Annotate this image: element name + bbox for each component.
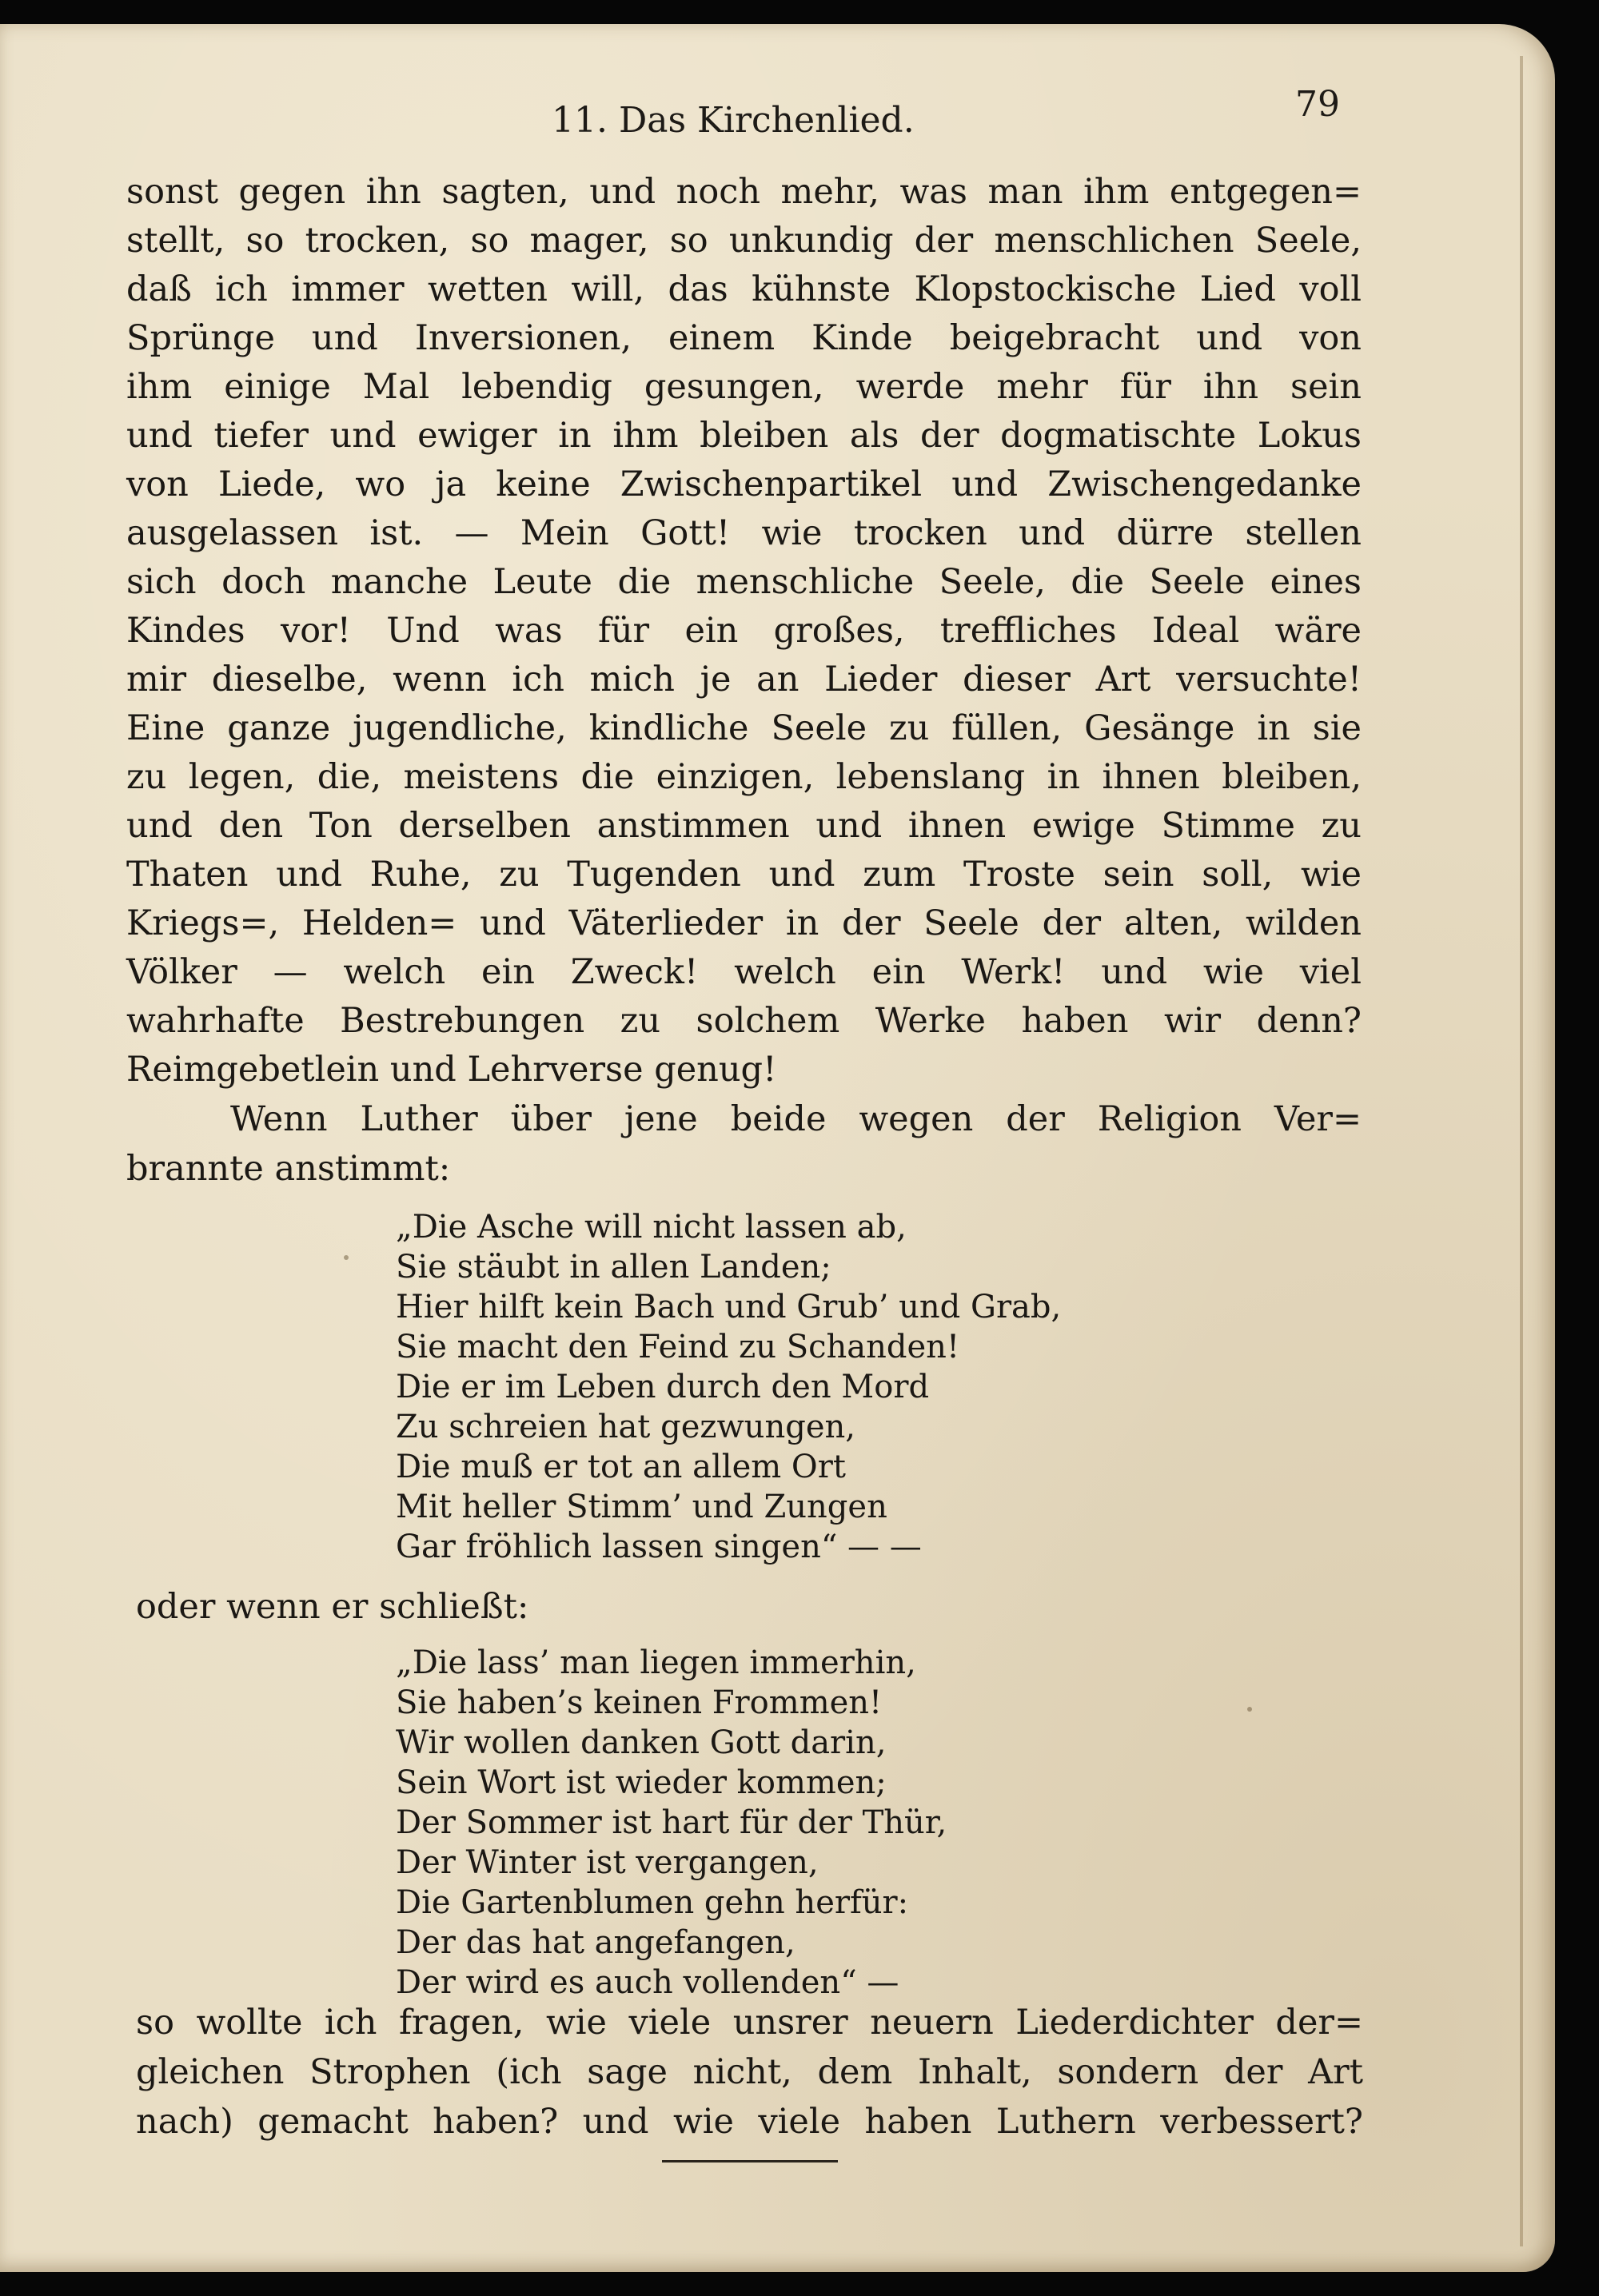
verse-1 (396, 1207, 1195, 1575)
verse-line: Sie haben’s keinen Frommen! (396, 1684, 883, 1721)
text-line: stellt, so trocken, so mager, so unkundig der menschlichen Seele, (126, 221, 1362, 261)
text-line: sonst gegen ihn sagten, und noch mehr, was man ihm entgegen= (126, 172, 1362, 212)
end-rule (662, 2160, 838, 2162)
paragraph-2 (126, 1095, 1362, 1195)
verse-line: Die Gartenblumen gehn herfür: (396, 1884, 909, 1921)
text-line: sich doch manche Leute die menschliche Seele, die Seele eines (126, 562, 1362, 602)
verse-line: Sie stäubt in allen Landen; (396, 1249, 831, 1286)
verse-line: Die er im Leben durch den Mord (396, 1369, 930, 1405)
text-line: Eine ganze jugendliche, kindliche Seele zu füllen, Gesänge in sie (126, 708, 1362, 748)
verse-line: Wir wollen danken Gott darin, (396, 1724, 887, 1761)
closing-paragraph (136, 1999, 1363, 2151)
verse-line: Der Sommer ist hart für der Thür, (396, 1804, 947, 1841)
text-line: Reimgebetlein und Lehrverse genug! (126, 1050, 777, 1090)
verse-line: Hier hilft kein Bach und Grub’ und Grab, (396, 1289, 1062, 1325)
text-line: oder wenn er schließt: (136, 1587, 529, 1627)
verse-line: Sein Wort ist wieder kommen; (396, 1764, 887, 1801)
text-line: Sprünge und Inversionen, einem Kinde beigebracht und von (126, 318, 1362, 358)
text-line: daß ich immer wetten will, das kühnste Klopstockische Lied voll (126, 269, 1362, 309)
text-line: so wollte ich fragen, wie viele unsrer neuern Liederdichter der= (136, 2003, 1363, 2043)
text-line: zu legen, die, meistens die einzigen, lebenslang in ihnen bleiben, (126, 757, 1362, 797)
text-line: Kindes vor! Und was für ein großes, treffliches Ideal wäre (126, 611, 1362, 651)
text-line: wahrhafte Bestrebungen zu solchem Werke haben wir denn? (126, 1001, 1362, 1041)
text-line: gleichen Strophen (ich sage nicht, dem Inhalt, sondern der Art (136, 2052, 1363, 2092)
text-line: und tiefer und ewiger in ihm bleiben als der dogmatischte Lokus (126, 416, 1362, 456)
verse-line: Mit heller Stimm’ und Zungen (396, 1489, 887, 1525)
book-page (0, 24, 1555, 2272)
transition-line (136, 1583, 776, 1631)
running-head: 11. Das Kirchenlied. (552, 100, 915, 141)
text-line: mir dieselbe, wenn ich mich je an Lieder dieser Art versuchte! (126, 660, 1362, 700)
text-line: Völker — welch ein Zweck! welch ein Werk! und wie viel (126, 952, 1362, 992)
paper-speck (344, 1255, 349, 1260)
text-line: ausgelassen ist. — Mein Gott! wie trocken und dürre stellen (126, 513, 1362, 553)
text-line: von Liede, wo ja keine Zwischenpartikel und Zwischengedanke (126, 464, 1362, 504)
text-line: Wenn Luther über jene beide wegen der Religion Ver= (230, 1099, 1362, 1139)
paper-speck (1247, 1707, 1252, 1712)
verse-line: Der das hat angefangen, (396, 1924, 796, 1961)
page-number: 79 (1295, 84, 1340, 125)
verse-line: Der wird es auch vollenden“ — (396, 1964, 899, 2001)
text-line: ihm einige Mal lebendig gesungen, werde mehr für ihn sein (126, 367, 1362, 407)
verse-line: Die muß er tot an allem Ort (396, 1449, 846, 1485)
text-line: Thaten und Ruhe, zu Tugenden und zum Troste sein soll, wie (126, 855, 1362, 895)
verse-line: Sie macht den Feind zu Schanden! (396, 1329, 960, 1365)
verse-line: „Die lass’ man liegen immerhin, (396, 1644, 916, 1681)
verse-2 (396, 1643, 1195, 2011)
text-line: nach) gemacht haben? und wie viele haben Luthern verbessert? (136, 2102, 1363, 2142)
text-line: brannte anstimmt: (126, 1149, 451, 1189)
text-line: Kriegs=, Helden= und Väterlieder in der Seele der alten, wilden (126, 903, 1362, 943)
verse-line: Zu schreien hat gezwungen, (396, 1409, 855, 1445)
verse-line: Gar fröhlich lassen singen“ — — (396, 1529, 922, 1565)
page-edge-shadow (1520, 56, 1523, 2246)
verse-line: „Die Asche will nicht lassen ab, (396, 1209, 907, 1246)
text-line: und den Ton derselben anstimmen und ihnen ewige Stimme zu (126, 806, 1362, 846)
verse-line: Der Winter ist vergangen, (396, 1844, 819, 1881)
paragraph-1 (126, 168, 1362, 1095)
